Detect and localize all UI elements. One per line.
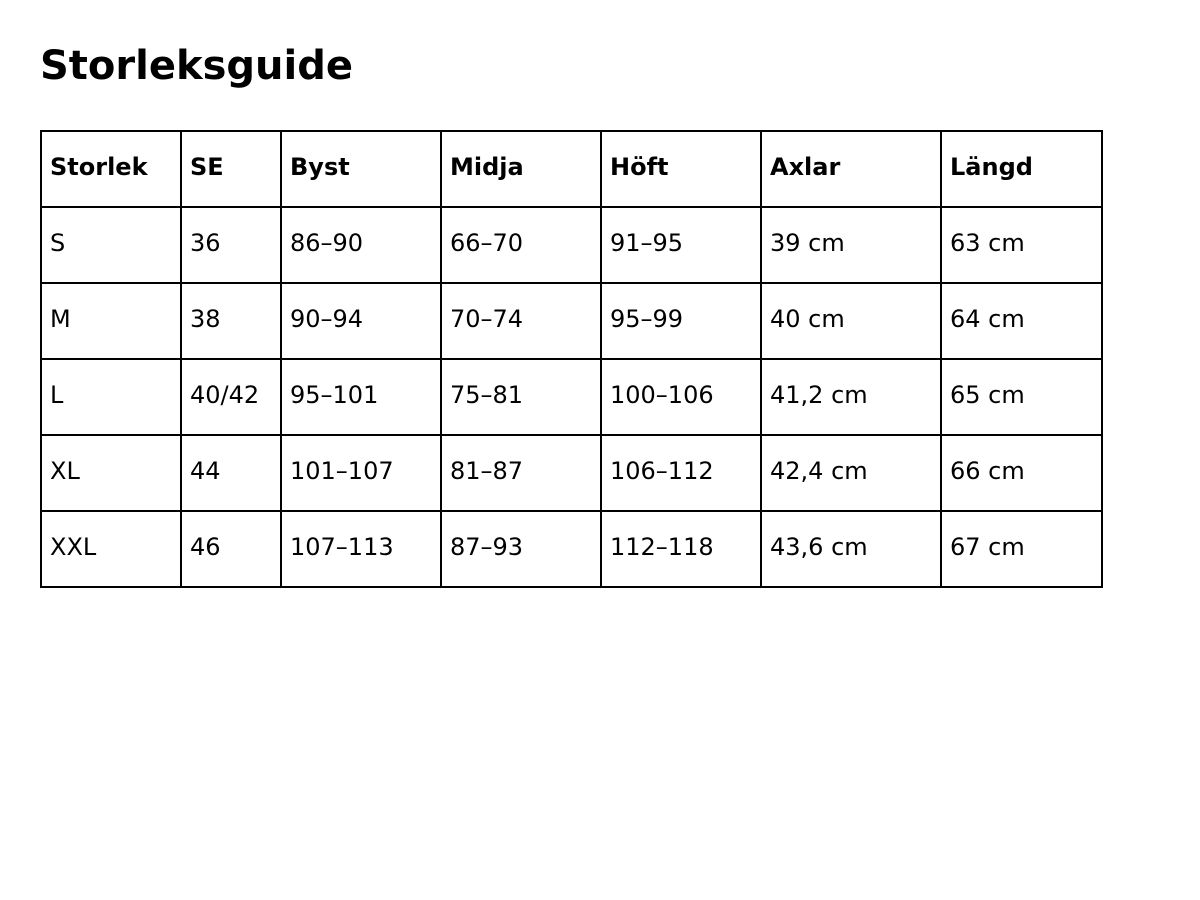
cell-size: M bbox=[41, 283, 181, 359]
table-row bbox=[41, 359, 1102, 435]
cell-waist: 81–87 bbox=[441, 435, 601, 511]
cell-size: L bbox=[41, 359, 181, 435]
size-chart-table bbox=[40, 130, 1103, 588]
cell-bust: 90–94 bbox=[281, 283, 441, 359]
cell-length: 65 cm bbox=[941, 359, 1102, 435]
header-size: Storlek bbox=[41, 131, 181, 207]
cell-hip: 91–95 bbox=[601, 207, 761, 283]
page-title: Storleksguide bbox=[40, 43, 353, 89]
cell-bust: 101–107 bbox=[281, 435, 441, 511]
cell-se: 38 bbox=[181, 283, 281, 359]
cell-shoulders: 42,4 cm bbox=[761, 435, 941, 511]
table-row bbox=[41, 283, 1102, 359]
cell-se: 36 bbox=[181, 207, 281, 283]
cell-shoulders: 39 cm bbox=[761, 207, 941, 283]
cell-shoulders: 40 cm bbox=[761, 283, 941, 359]
cell-waist: 75–81 bbox=[441, 359, 601, 435]
cell-hip: 95–99 bbox=[601, 283, 761, 359]
cell-se: 44 bbox=[181, 435, 281, 511]
cell-bust: 86–90 bbox=[281, 207, 441, 283]
cell-se: 46 bbox=[181, 511, 281, 587]
cell-hip: 100–106 bbox=[601, 359, 761, 435]
cell-bust: 107–113 bbox=[281, 511, 441, 587]
cell-shoulders: 41,2 cm bbox=[761, 359, 941, 435]
cell-waist: 87–93 bbox=[441, 511, 601, 587]
table-row bbox=[41, 435, 1102, 511]
cell-hip: 106–112 bbox=[601, 435, 761, 511]
cell-se: 40/42 bbox=[181, 359, 281, 435]
header-length: Längd bbox=[941, 131, 1102, 207]
header-se: SE bbox=[181, 131, 281, 207]
cell-hip: 112–118 bbox=[601, 511, 761, 587]
cell-bust: 95–101 bbox=[281, 359, 441, 435]
cell-length: 66 cm bbox=[941, 435, 1102, 511]
cell-size: XL bbox=[41, 435, 181, 511]
cell-size: XXL bbox=[41, 511, 181, 587]
cell-length: 63 cm bbox=[941, 207, 1102, 283]
header-waist: Midja bbox=[441, 131, 601, 207]
table-row bbox=[41, 207, 1102, 283]
cell-length: 67 cm bbox=[941, 511, 1102, 587]
cell-size: S bbox=[41, 207, 181, 283]
cell-length: 64 cm bbox=[941, 283, 1102, 359]
cell-shoulders: 43,6 cm bbox=[761, 511, 941, 587]
header-bust: Byst bbox=[281, 131, 441, 207]
table-row bbox=[41, 511, 1102, 587]
header-hip: Höft bbox=[601, 131, 761, 207]
cell-waist: 70–74 bbox=[441, 283, 601, 359]
cell-waist: 66–70 bbox=[441, 207, 601, 283]
header-shoulders: Axlar bbox=[761, 131, 941, 207]
table-header-row bbox=[41, 131, 1102, 207]
